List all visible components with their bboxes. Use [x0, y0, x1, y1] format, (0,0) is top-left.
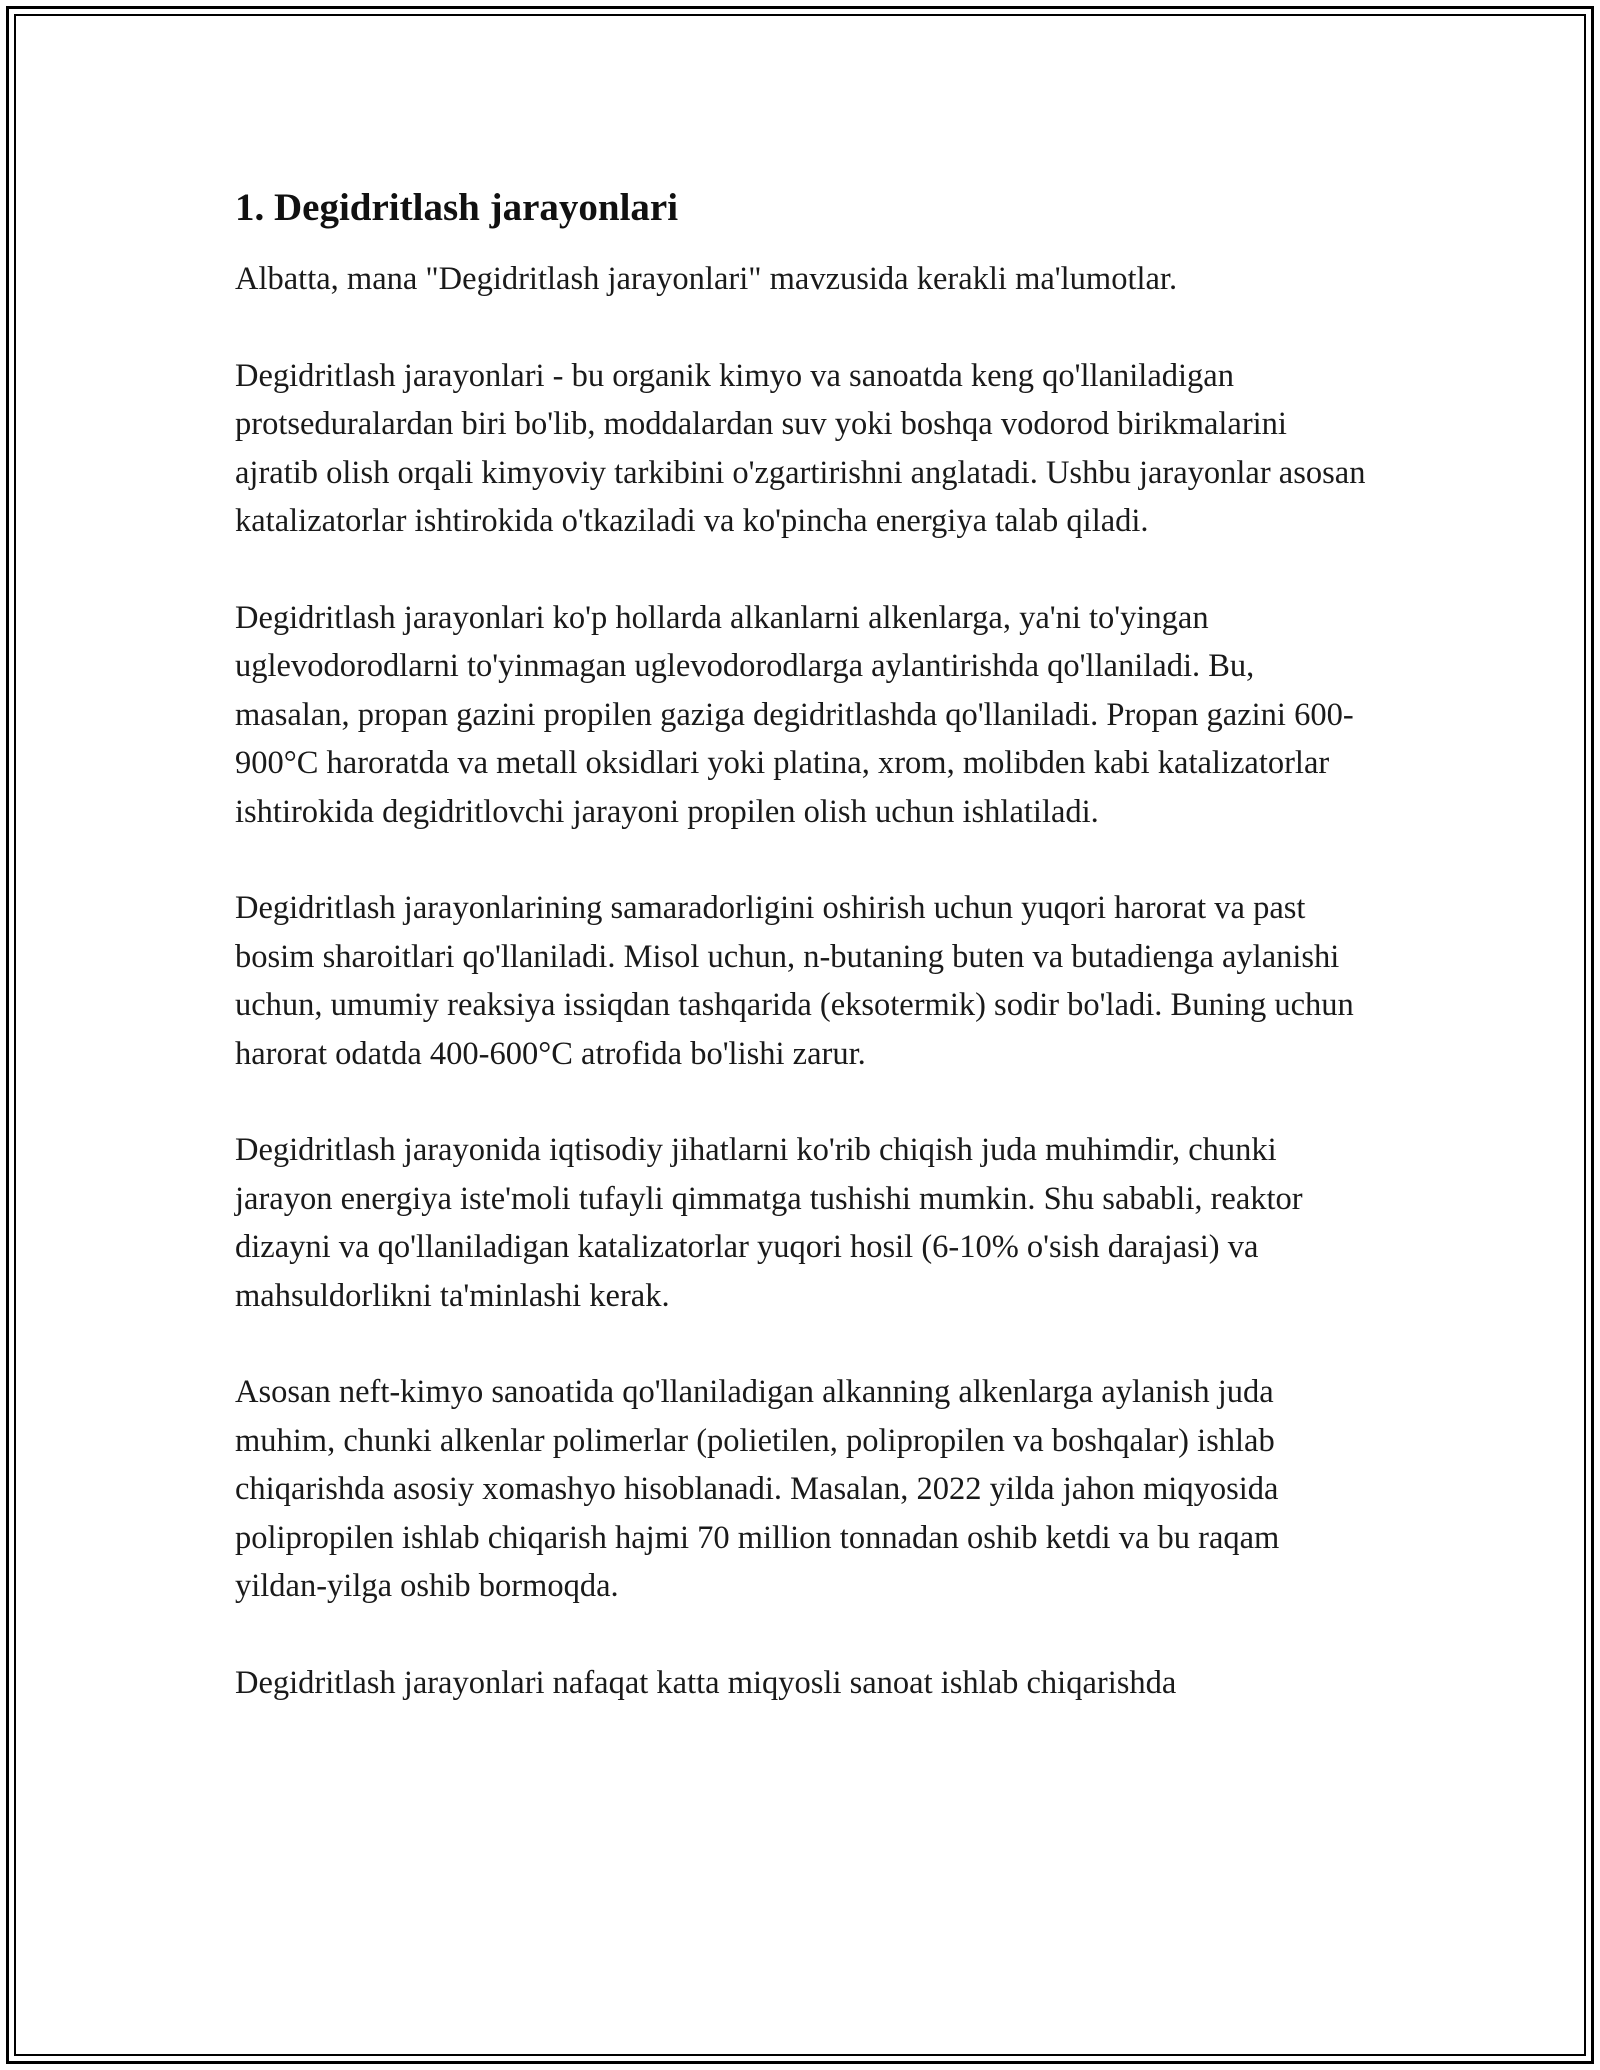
paragraph-continued: Degidritlash jarayonlari nafaqat katta miqyosli sanoat ishlab chiqarishda [235, 1664, 1177, 1701]
paragraph-petrochemical: Asosan neft-kimyo sanoatida qo'llaniladigan alkanning alkenlarga aylanish juda muhim, chunki alkenlar polimerlar (polietilen, polipropilen va boshqalar) ishlab chiqarishda asosiy xomashyo hisoblanadi. Masalan, 2022 yilda jahon miqyosida polipropilen ishlab chiqarish hajmi 70 million tonnadan oshib ketdi va bu raqam yildan-yilga oshib bormoqda. [235, 1374, 1280, 1604]
paragraph-definition: Degidritlash jarayonlari - bu organik kimyo va sanoatda keng qo'llaniladigan protseduralardan biri bo'lib, moddalardan suv yoki boshqa vodorod birikmalarini ajratib olish orqali kimyoviy tarkibini o'zgartirishni anglatadi. Ushbu jarayonlar asosan katalizatorlar ishtirokida o'tkaziladi va ko'pincha energiya talab qiladi. [235, 357, 1366, 539]
document-body [235, 183, 1375, 1755]
section-heading: 1. Degidritlash jarayonlari [235, 186, 679, 229]
paragraph-alkane-to-alkene: Degidritlash jarayonlari ko'p hollarda alkanlarni alkenlarga, ya'ni to'yingan uglevodorodlarni to'yinmagan uglevodorodlarga aylantirishda qo'llaniladi. Bu, masalan, propan gazini propilen gaziga degidritlashda qo'llaniladi. Propan gazini 600-900°C haroratda va metall oksidlari yoki platina, xrom, molibden kabi katalizatorlar ishtirokida degidritlovchi jarayoni propilen olish uchun ishlatiladi. [235, 599, 1354, 830]
paragraph-economics: Degidritlash jarayonida iqtisodiy jihatlarni ko'rib chiqish juda muhimdir, chunki jarayon energiya iste'moli tufayli qimmatga tushishi mumkin. Shu sababli, reaktor dizayni va qo'llaniladigan katalizatorlar yuqori hosil (6-10% o'sish darajasi) va mahsuldorlikni ta'minlashi kerak. [235, 1132, 1303, 1314]
paragraph-efficiency: Degidritlash jarayonlarining samaradorligini oshirish uchun yuqori harorat va past bosim sharoitlari qo'llaniladi. Misol uchun, n-butaning buten va butadienga aylanishi uchun, umumiy reaksiya issiqdan tashqarida (eksotermik) sodir bo'ladi. Buning uchun harorat odatda 400-600°C atrofida bo'lishi zarur. [235, 890, 1354, 1072]
paragraph-intro: Albatta, mana "Degidritlash jarayonlari" mavzusida kerakli ma'lumotlar. [235, 261, 1178, 297]
